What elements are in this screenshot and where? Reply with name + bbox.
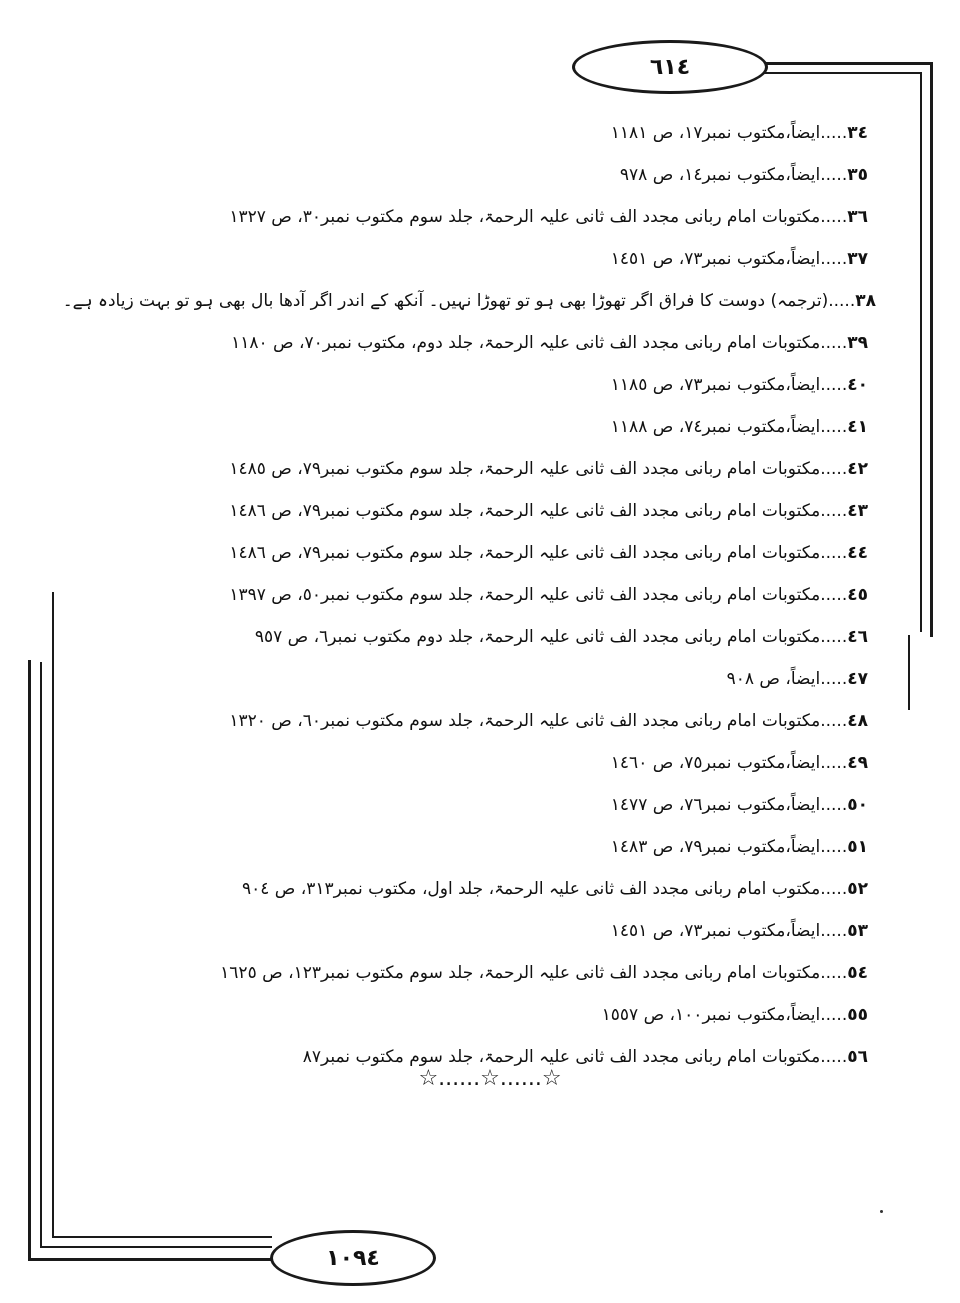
footnote-number: ٣٤ <box>847 123 868 143</box>
footnote-item: ٣٨.....(ترجمہ) دوست کا فراق اگر تھوڑا بھی ہو تو تھوڑا نہیں۔ آنکھ کے اندر اگر آدھا بال بھی ہو تو بہت زیادہ ہے۔ <box>62 291 876 311</box>
frame-line-top-inner <box>762 72 922 74</box>
footnote-item: ٣٧.....ایضاً،مکتوب نمبر٧٣، ص ١٤٥١ <box>610 249 868 269</box>
footnote-number: ٤٠ <box>847 375 868 395</box>
footnote-text: (ترجمہ) دوست کا فراق اگر تھوڑا بھی ہو تو تھوڑا نہیں۔ آنکھ کے اندر اگر آدھا بال بھی ہو تو بہت زیادہ ہے۔ <box>62 291 829 311</box>
footnote-text: مکتوبات امام ربانی مجدد الف ثانی علیہ الرحمۃ، جلد دوم، مکتوب نمبر٧٠، ص ١١٨٠ <box>231 333 821 353</box>
footnote-text: مکتوبات امام ربانی مجدد الف ثانی علیہ الرحمۃ، جلد سوم مکتوب نمبر٧٩، ص ١٤٨٦ <box>229 543 821 563</box>
footnote-number: ٥٣ <box>847 921 868 941</box>
footnote-text: ایضاً،مکتوب نمبر٧٤، ص ١١٨٨ <box>610 417 821 437</box>
footnote-item: ٤٠.....ایضاً،مکتوب نمبر٧٣، ص ١١٨٥ <box>610 375 868 395</box>
footnote-item: ٥٦.....مکتوبات امام ربانی مجدد الف ثانی علیہ الرحمۃ، جلد سوم مکتوب نمبر٨٧ <box>302 1047 868 1067</box>
footnote-item: ٤٦.....مکتوبات امام ربانی مجدد الف ثانی علیہ الرحمۃ، جلد دوم مکتوب نمبر٦، ص ٩٥٧ <box>254 627 868 647</box>
footnote-item: ٤٧.....ایضاً، ص ٩٠٨ <box>726 669 868 689</box>
footnote-number: ٥٢ <box>847 879 868 899</box>
footnote-number: ٣٨ <box>855 291 876 311</box>
page-number-bottom-text: ١٠٩٤ <box>326 1245 380 1271</box>
frame-line-left-outer <box>28 660 31 1260</box>
footnote-item: ٤٥.....مکتوبات امام ربانی مجدد الف ثانی علیہ الرحمۃ، جلد سوم مکتوب نمبر٥٠، ص ١٣٩٧ <box>229 585 868 605</box>
frame-line-right-short <box>908 635 910 710</box>
footnote-number: ٣٧ <box>847 249 868 269</box>
footnote-number: ٤٣ <box>847 501 868 521</box>
footnote-number: ٣٩ <box>847 333 868 353</box>
footnote-text: ایضاً،مکتوب نمبر١٠٠، ص ١٥٥٧ <box>601 1005 821 1025</box>
section-end-stars: ☆......☆......☆ <box>418 1066 562 1091</box>
footnote-item: ٣٤.....ایضاً،مکتوب نمبر١٧، ص ١١٨١ <box>610 123 868 143</box>
footnote-item: ٣٥.....ایضاً،مکتوب نمبر١٤، ص ٩٧٨ <box>619 165 868 185</box>
footnote-item: ٥٢.....مکتوب امام ربانی مجدد الف ثانی علیہ الرحمۃ، جلد اول، مکتوب نمبر٣١٣، ص ٩٠٤ <box>241 879 868 899</box>
footnote-text: ایضاً، ص ٩٠٨ <box>726 669 821 689</box>
footnote-text: ایضاً،مکتوب نمبر١٧، ص ١١٨١ <box>610 123 821 143</box>
footnote-number: ٤٥ <box>847 585 868 605</box>
footnote-text: مکتوبات امام ربانی مجدد الف ثانی علیہ الرحمۃ، جلد سوم مکتوب نمبر١٢٣، ص ١٦٢٥ <box>220 963 821 983</box>
page-number-top-text: ٦١٤ <box>649 54 691 80</box>
footnote-item: ٥٠.....ایضاً،مکتوب نمبر٧٦، ص ١٤٧٧ <box>610 795 868 815</box>
frame-line-left-third <box>52 592 54 1237</box>
footnote-text: مکتوب امام ربانی مجدد الف ثانی علیہ الرحمۃ، جلد اول، مکتوب نمبر٣١٣، ص ٩٠٤ <box>241 879 821 899</box>
footnote-number: ٥١ <box>847 837 868 857</box>
page-number-bottom <box>270 1230 436 1286</box>
footnote-number: ٤٢ <box>847 459 868 479</box>
footnote-text: ایضاً،مکتوب نمبر٧٩، ص ١٤٨٣ <box>610 837 821 857</box>
footnote-item: ٤١.....ایضاً،مکتوب نمبر٧٤، ص ١١٨٨ <box>610 417 868 437</box>
footnotes-list <box>60 112 876 1078</box>
footnote-number: ٣٦ <box>847 207 868 227</box>
footnote-item: ٥٤.....مکتوبات امام ربانی مجدد الف ثانی علیہ الرحمۃ، جلد سوم مکتوب نمبر١٢٣، ص ١٦٢٥ <box>220 963 868 983</box>
frame-line-bottom-inner <box>40 1246 272 1248</box>
footnote-number: ٤٤ <box>847 543 868 563</box>
footnote-number: ٥٥ <box>847 1005 868 1025</box>
footnote-number: ٥٠ <box>847 795 868 815</box>
footnote-item: ٤٨.....مکتوبات امام ربانی مجدد الف ثانی علیہ الرحمۃ، جلد سوم مکتوب نمبر٦٠، ص ١٣٢٠ <box>229 711 868 731</box>
footnote-number: ٣٥ <box>847 165 868 185</box>
frame-line-top <box>762 62 932 65</box>
footnote-number: ٤١ <box>847 417 868 437</box>
footnote-text: مکتوبات امام ربانی مجدد الف ثانی علیہ الرحمۃ، جلد سوم مکتوب نمبر٥٠، ص ١٣٩٧ <box>229 585 821 605</box>
frame-line-right-inner <box>920 72 922 632</box>
footnote-text: مکتوبات امام ربانی مجدد الف ثانی علیہ الرحمۃ، جلد سوم مکتوب نمبر٧٩، ص ١٤٨٥ <box>229 459 821 479</box>
frame-line-right-outer <box>930 62 933 637</box>
footnote-text: مکتوبات امام ربانی مجدد الف ثانی علیہ الرحمۃ، جلد سوم مکتوب نمبر٧٩، ص ١٤٨٦ <box>229 501 821 521</box>
footnote-item: ٤٤.....مکتوبات امام ربانی مجدد الف ثانی علیہ الرحمۃ، جلد سوم مکتوب نمبر٧٩، ص ١٤٨٦ <box>229 543 868 563</box>
footnote-item: ٥٥.....ایضاً،مکتوب نمبر١٠٠، ص ١٥٥٧ <box>601 1005 868 1025</box>
footnote-text: مکتوبات امام ربانی مجدد الف ثانی علیہ الرحمۃ، جلد سوم مکتوب نمبر٨٧ <box>302 1047 821 1067</box>
footnote-item: ٣٦.....مکتوبات امام ربانی مجدد الف ثانی علیہ الرحمۃ، جلد سوم مکتوب نمبر٣٠، ص ١٣٢٧ <box>229 207 868 227</box>
footnote-item: ٣٩.....مکتوبات امام ربانی مجدد الف ثانی علیہ الرحمۃ، جلد دوم، مکتوب نمبر٧٠، ص ١١٨٠ <box>231 333 868 353</box>
footnote-text: ایضاً،مکتوب نمبر٧٣، ص ١٤٥١ <box>610 921 821 941</box>
footnote-number: ٤٦ <box>847 627 868 647</box>
footnote-text: ایضاً،مکتوب نمبر٧٣، ص ١٤٥١ <box>610 249 821 269</box>
footnote-number: ٥٤ <box>847 963 868 983</box>
footnote-text: ایضاً،مکتوب نمبر١٤، ص ٩٧٨ <box>619 165 821 185</box>
scan-speck <box>880 1210 883 1213</box>
footnote-item: ٤٣.....مکتوبات امام ربانی مجدد الف ثانی علیہ الرحمۃ، جلد سوم مکتوب نمبر٧٩، ص ١٤٨٦ <box>229 501 868 521</box>
footnote-text: مکتوبات امام ربانی مجدد الف ثانی علیہ الرحمۃ، جلد سوم مکتوب نمبر٦٠، ص ١٣٢٠ <box>229 711 821 731</box>
footnote-number: ٤٧ <box>847 669 868 689</box>
footnote-item: ٤٢.....مکتوبات امام ربانی مجدد الف ثانی علیہ الرحمۃ، جلد سوم مکتوب نمبر٧٩، ص ١٤٨٥ <box>229 459 868 479</box>
footnote-text: ایضاً،مکتوب نمبر٧٣، ص ١١٨٥ <box>610 375 821 395</box>
footnote-text: مکتوبات امام ربانی مجدد الف ثانی علیہ الرحمۃ، جلد سوم مکتوب نمبر٣٠، ص ١٣٢٧ <box>229 207 821 227</box>
footnote-number: ٤٩ <box>847 753 868 773</box>
frame-line-bottom-third <box>52 1236 272 1238</box>
frame-line-bottom-outer <box>28 1258 272 1261</box>
footnote-text: ایضاً،مکتوب نمبر٧٥، ص ١٤٦٠ <box>610 753 821 773</box>
footnote-text: ایضاً،مکتوب نمبر٧٦، ص ١٤٧٧ <box>610 795 821 815</box>
footnote-number: ٥٦ <box>847 1047 868 1067</box>
page-number-top <box>572 40 768 94</box>
footnote-number: ٤٨ <box>847 711 868 731</box>
footnote-item: ٤٩.....ایضاً،مکتوب نمبر٧٥، ص ١٤٦٠ <box>610 753 868 773</box>
footnote-item: ٥٣.....ایضاً،مکتوب نمبر٧٣، ص ١٤٥١ <box>610 921 868 941</box>
frame-line-left-inner <box>40 662 42 1247</box>
footnote-item: ٥١.....ایضاً،مکتوب نمبر٧٩، ص ١٤٨٣ <box>610 837 868 857</box>
footnote-text: مکتوبات امام ربانی مجدد الف ثانی علیہ الرحمۃ، جلد دوم مکتوب نمبر٦، ص ٩٥٧ <box>254 627 821 647</box>
